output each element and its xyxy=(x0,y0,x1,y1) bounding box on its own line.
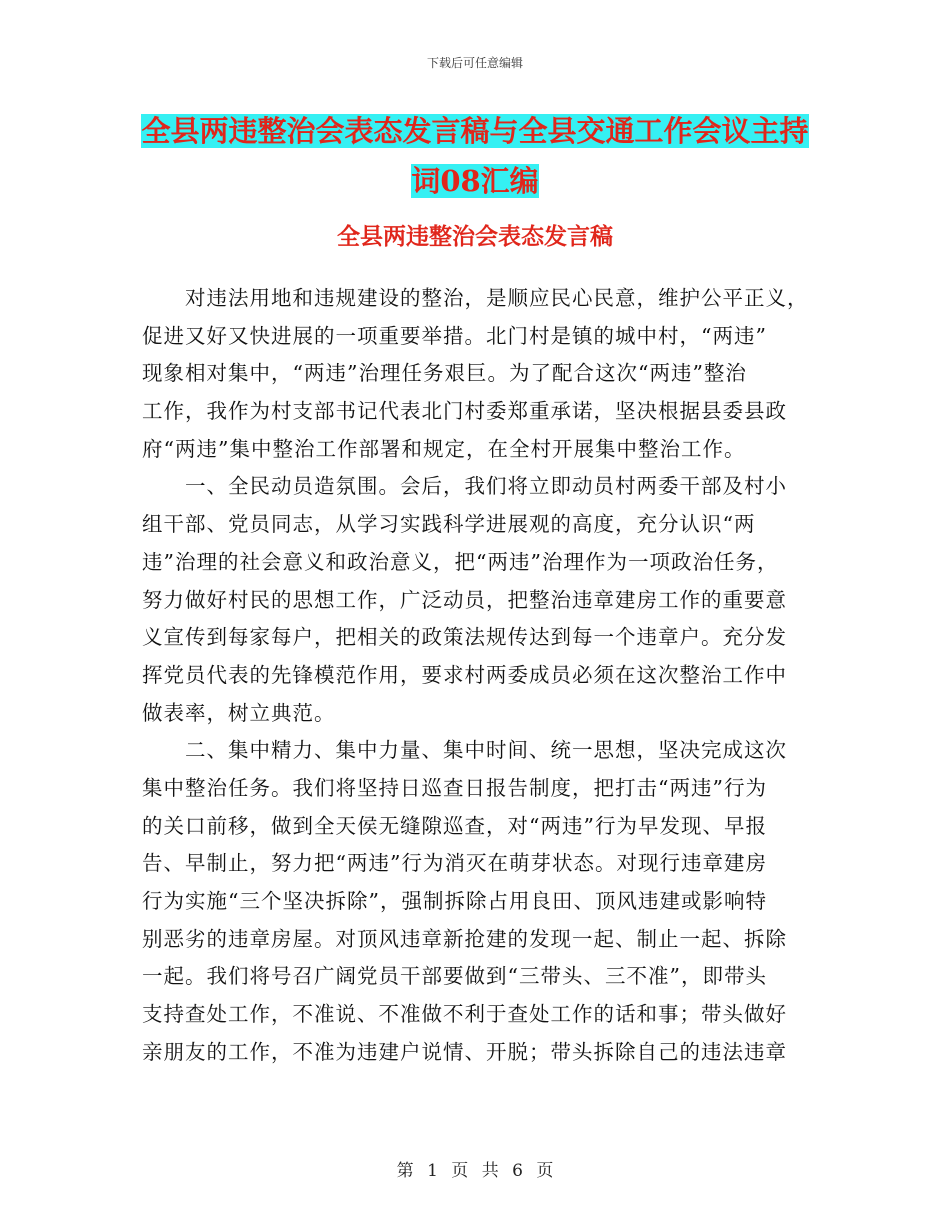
body-text xyxy=(142,280,809,1071)
body-line: 亲朋友的工作，不准为违建户说情、开脱；带头拆除自己的违法违章 xyxy=(142,1039,787,1064)
body-line: 告、早制止，努力把“两违”行为消灭在萌芽状态。对现行违章建房 xyxy=(142,851,767,876)
body-line: 行为实施“三个坚决拆除”，强制拆除占用良田、顶风违建或影响特 xyxy=(142,889,767,913)
body-line: 促进又好又快进展的一项重要举措。北门村是镇的城中村，“两违” xyxy=(142,323,767,348)
page-footer xyxy=(0,1156,950,1181)
document-title-line-2: 词08汇编 xyxy=(411,164,539,198)
body-line: 一起。我们将号召广阔党员干部要做到“三带头、三不准”，即带头 xyxy=(142,964,767,989)
body-line: 违”治理的社会意义和政治意义，把“两违”治理作为一项政治任务， xyxy=(142,549,779,574)
footer-total-unit: 页 xyxy=(536,1161,554,1181)
body-line: 挥党员代表的先锋模范作用，要求村两委成员必须在这次整治工作中 xyxy=(142,662,787,687)
footer-prefix: 第 xyxy=(396,1161,414,1181)
body-line: 的关口前移，做到全天侯无缝隙巡查，对“两违”行为早发现、早报 xyxy=(142,813,767,838)
body-line: 府“两违”集中整治工作部署和规定，在全村开展集中整治工作。 xyxy=(142,436,746,461)
body-line: 努力做好村民的思想工作，广泛动员，把整治违章建房工作的重要意 xyxy=(142,587,787,612)
footer-page-unit: 页 xyxy=(451,1161,469,1181)
document-title-line-1: 全县两违整治会表态发言稿与全县交通工作会议主持 xyxy=(141,114,809,148)
body-line: 义宣传到每家每户，把相关的政策法规传达到每一个违章户。充分发 xyxy=(142,625,787,650)
body-line: 现象相对集中，“两违”治理任务艰巨。为了配合这次“两违”整治 xyxy=(142,361,747,386)
body-line: 做表率，树立典范。 xyxy=(142,700,336,725)
footer-total-prefix: 共 xyxy=(481,1161,499,1181)
body-line: 二、集中精力、集中力量、集中时间、统一思想，坚决完成这次 xyxy=(142,738,787,763)
document-title xyxy=(140,106,810,206)
section-title: 全县两违整治会表态发言稿 xyxy=(337,223,613,250)
body-line: 别恶劣的违章房屋。对顶风违章新抢建的发现一起、制止一起、拆除 xyxy=(142,926,787,951)
body-line: 组干部、党员同志，从学习实践科学进展观的高度，充分认识“两 xyxy=(142,512,756,537)
header-note: 下载后可任意编辑 xyxy=(426,56,523,70)
body-line: 一、全民动员造氛围。会后，我们将立即动员村两委干部及村小 xyxy=(142,474,787,499)
page-number: 1 xyxy=(427,1161,438,1181)
body-line: 工作，我作为村支部书记代表北门村委郑重承诺，坚决根据县委县政 xyxy=(142,399,787,424)
page-total: 6 xyxy=(512,1161,523,1181)
body-line: 支持查处工作，不准说、不准做不利于查处工作的话和事；带头做好 xyxy=(142,1002,787,1027)
body-line: 对违法用地和违规建设的整治，是顺应民心民意，维护公平正义， xyxy=(142,286,809,310)
body-line: 集中整治任务。我们将坚持日巡查日报告制度，把打击“两违”行为 xyxy=(142,775,767,800)
